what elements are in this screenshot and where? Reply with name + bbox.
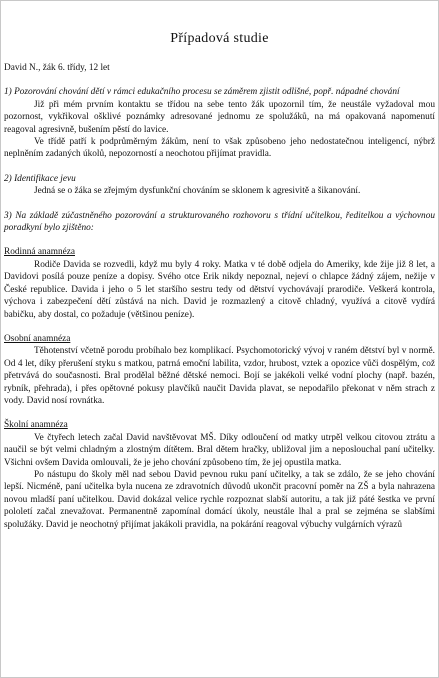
section-1-paragraph-2: Ve třídě patří k podprůměrným žákům, není to však způsobeno jeho nedostatečnou inteligencí, nýbrž neplněním zadaných úkolů, nepozorností a neochotou přijímat pravidla. <box>4 137 435 160</box>
school-history-paragraph-1: Ve čtyřech letech začal David navštěvovat MŠ. Díky odloučení od matky utrpěl velkou citovou ztrátu a naučil se být velmi chladným a zlostným dítětem. Bral dětem hračky, ubližoval jim a neposlouchal paní učitelky. Všichni ovšem Davida omlouvali, že je jeho chování způsobeno tím, že jej opustila matka. <box>4 432 435 468</box>
document-title: Případová studie <box>170 31 269 46</box>
section-3-heading: 3) Na základě zúčastněného pozorování a strukturovaného rozhovoru s třídní učitelkou, ředitelkou a výchovnou poradkyní bylo zjištěno: <box>4 210 435 234</box>
personal-history-paragraph: Těhotenství včetně porodu probíhalo bez komplikací. Psychomotorický vývoj v raném dětství byl v normě. Od 4 let, díky přerušení styku s matkou, patrná emoční labilita, vzdor, hrubost, vztek a opozice vůči dospělým, což přetrvává do současnosti. Bral prodělal běžné dětské nemoci. Bojí se jakékoli velké vodní plochy (např. bazén, rybník, přehrada), i přes opětovné pokusy plavčíků naučit Davida plavat, se nepodařilo překonat v něm strach z vody. David nosí rovnátka. <box>4 346 435 406</box>
school-history-heading: Školní anamnéza <box>4 420 68 431</box>
section-2-heading: 2) Identifikace jevu <box>4 173 76 184</box>
school-history-paragraph-2: Po nástupu do školy měl nad sebou David pevnou ruku paní učitelky, a tak se zdálo, že se jeho chování lepší. Nicméně, paní učitelka byla nucena ze zdravotních důvodů ukončit pracovní poměr na ZŠ a byla nahrazena novou mladší paní učitelkou. David dokázal velice rychle rozpoznat slabší autoritu, a tak již páté šestka ve první pololetí začal znevažovat. Permanentně zapomínal domácí úkoly, neustále lhal a pral se zejména se slabšími spolužáky. David je neochotný přijímat jakákoli pravidla, na pokárání reagoval výbuchy vulgárních výrazů <box>4 469 435 530</box>
family-history-heading: Rodinná anamnéza <box>4 247 75 258</box>
section-2-paragraph: Jedná se o žáka se zřejmým dysfunkční chováním se sklonem k agresivitě a šikanování. <box>34 186 361 197</box>
section-1-paragraph-1: Již při mém prvním kontaktu se třídou na sebe tento žák upozornil tím, že neustále vyžadoval mou pozornost, vykřikoval ošklivé poznámky adresované jednomu ze spolužáků, na má opakovaná napomenutí reagoval agresivně, bušením pěstí do lavice. <box>4 99 435 135</box>
family-history-paragraph: Rodiče Davida se rozvedli, když mu byly 4 roky. Matka v té době odjela do Ameriky, kde žije již 8 let, a Davidovi posílá pouze peníze a dopisy. Svého otce Erik nikdy nepoznal, nejeví o chlapce žádný zájem, nežije v České republice. Davida i jeho o 5 let staršího sestru tedy od dětství vychovávají prarodiče. Veškerá kontrola, výchova i zabezpečení dětí zůstává na nich. David je rozmazlený a citově chladný, využívá a citově vydírá babičku, aby dostal, co požaduje (většinou peníze). <box>4 259 435 320</box>
personal-history-heading: Osobní anamnéza <box>4 333 71 344</box>
student-info-line: David N., žák 6. třídy, 12 let <box>4 63 110 73</box>
section-1-heading: 1) Pozorování chování dětí v rámci edukačního procesu se záměrem zjistit odlišné, popř. nápadné chování <box>4 87 400 98</box>
